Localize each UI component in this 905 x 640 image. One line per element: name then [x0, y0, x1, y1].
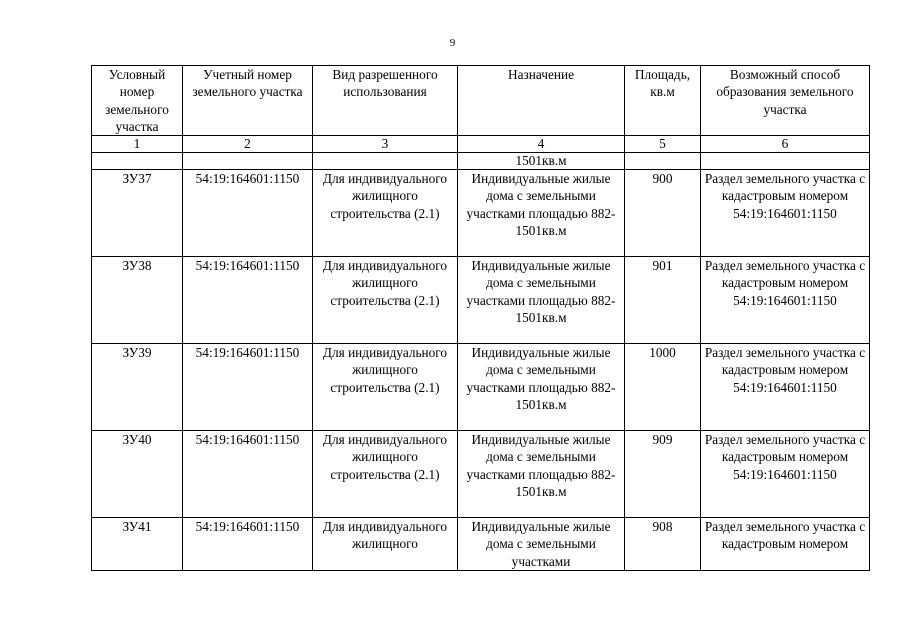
- header-cadastral-number: Учетный номер земельного участка: [183, 66, 313, 136]
- purpose: Индивидуальные жилые дома с земельными участками: [458, 518, 625, 571]
- cadastral-number: 54:19:164601:1150: [183, 518, 313, 571]
- formation-method: Раздел земельного участка с кадастровым номером 54:19:164601:1150: [701, 344, 870, 431]
- cadastral-number: 54:19:164601:1150: [183, 170, 313, 257]
- table-row: [92, 518, 870, 571]
- permitted-use: Для индивидуального жилищного строительства (2.1): [313, 344, 458, 431]
- table-header-row: [92, 66, 870, 136]
- permitted-use: Для индивидуального жилищного строительства (2.1): [313, 257, 458, 344]
- table-row: [92, 344, 870, 431]
- plot-id: ЗУ39: [92, 344, 183, 431]
- land-plots-table: [91, 65, 870, 571]
- column-index: 6: [701, 136, 870, 153]
- header-purpose: Назначение: [458, 66, 625, 136]
- page-number: 9: [449, 37, 456, 49]
- area: 900: [625, 170, 701, 257]
- header-permitted-use: Вид разрешенного использования: [313, 66, 458, 136]
- table-cell: [313, 153, 458, 170]
- purpose: Индивидуальные жилые дома с земельными участками площадью 882-1501кв.м: [458, 257, 625, 344]
- column-index-row: [92, 136, 870, 153]
- column-index: 5: [625, 136, 701, 153]
- area: 908: [625, 518, 701, 571]
- table-cell: [183, 153, 313, 170]
- permitted-use: Для индивидуального жилищного строительства (2.1): [313, 431, 458, 518]
- table-cell: [701, 153, 870, 170]
- plot-id: ЗУ38: [92, 257, 183, 344]
- header-conditional-number: Условный номер земельного участка: [92, 66, 183, 136]
- column-index: 4: [458, 136, 625, 153]
- cadastral-number: 54:19:164601:1150: [183, 344, 313, 431]
- column-index: 2: [183, 136, 313, 153]
- table-row: [92, 257, 870, 344]
- purpose: Индивидуальные жилые дома с земельными участками площадью 882-1501кв.м: [458, 431, 625, 518]
- plot-id: ЗУ40: [92, 431, 183, 518]
- purpose: Индивидуальные жилые дома с земельными участками площадью 882-1501кв.м: [458, 170, 625, 257]
- header-formation-method: Возможный способ образования земельного участка: [701, 66, 870, 136]
- header-area: Площадь, кв.м: [625, 66, 701, 136]
- area: 1000: [625, 344, 701, 431]
- table-cell: [625, 153, 701, 170]
- table-row: [92, 170, 870, 257]
- formation-method: Раздел земельного участка с кадастровым номером 54:19:164601:1150: [701, 257, 870, 344]
- plot-id: ЗУ37: [92, 170, 183, 257]
- permitted-use: Для индивидуального жилищного: [313, 518, 458, 571]
- cadastral-number: 54:19:164601:1150: [183, 431, 313, 518]
- table-cell: [92, 153, 183, 170]
- table-cell: 1501кв.м: [458, 153, 625, 170]
- permitted-use: Для индивидуального жилищного строительства (2.1): [313, 170, 458, 257]
- area: 901: [625, 257, 701, 344]
- column-index: 1: [92, 136, 183, 153]
- formation-method: Раздел земельного участка с кадастровым номером 54:19:164601:1150: [701, 170, 870, 257]
- formation-method: Раздел земельного участка с кадастровым номером: [701, 518, 870, 571]
- purpose: Индивидуальные жилые дома с земельными участками площадью 882-1501кв.м: [458, 344, 625, 431]
- table-row: [92, 431, 870, 518]
- formation-method: Раздел земельного участка с кадастровым номером 54:19:164601:1150: [701, 431, 870, 518]
- cadastral-number: 54:19:164601:1150: [183, 257, 313, 344]
- column-index: 3: [313, 136, 458, 153]
- continuation-row: [92, 153, 870, 170]
- plot-id: ЗУ41: [92, 518, 183, 571]
- area: 909: [625, 431, 701, 518]
